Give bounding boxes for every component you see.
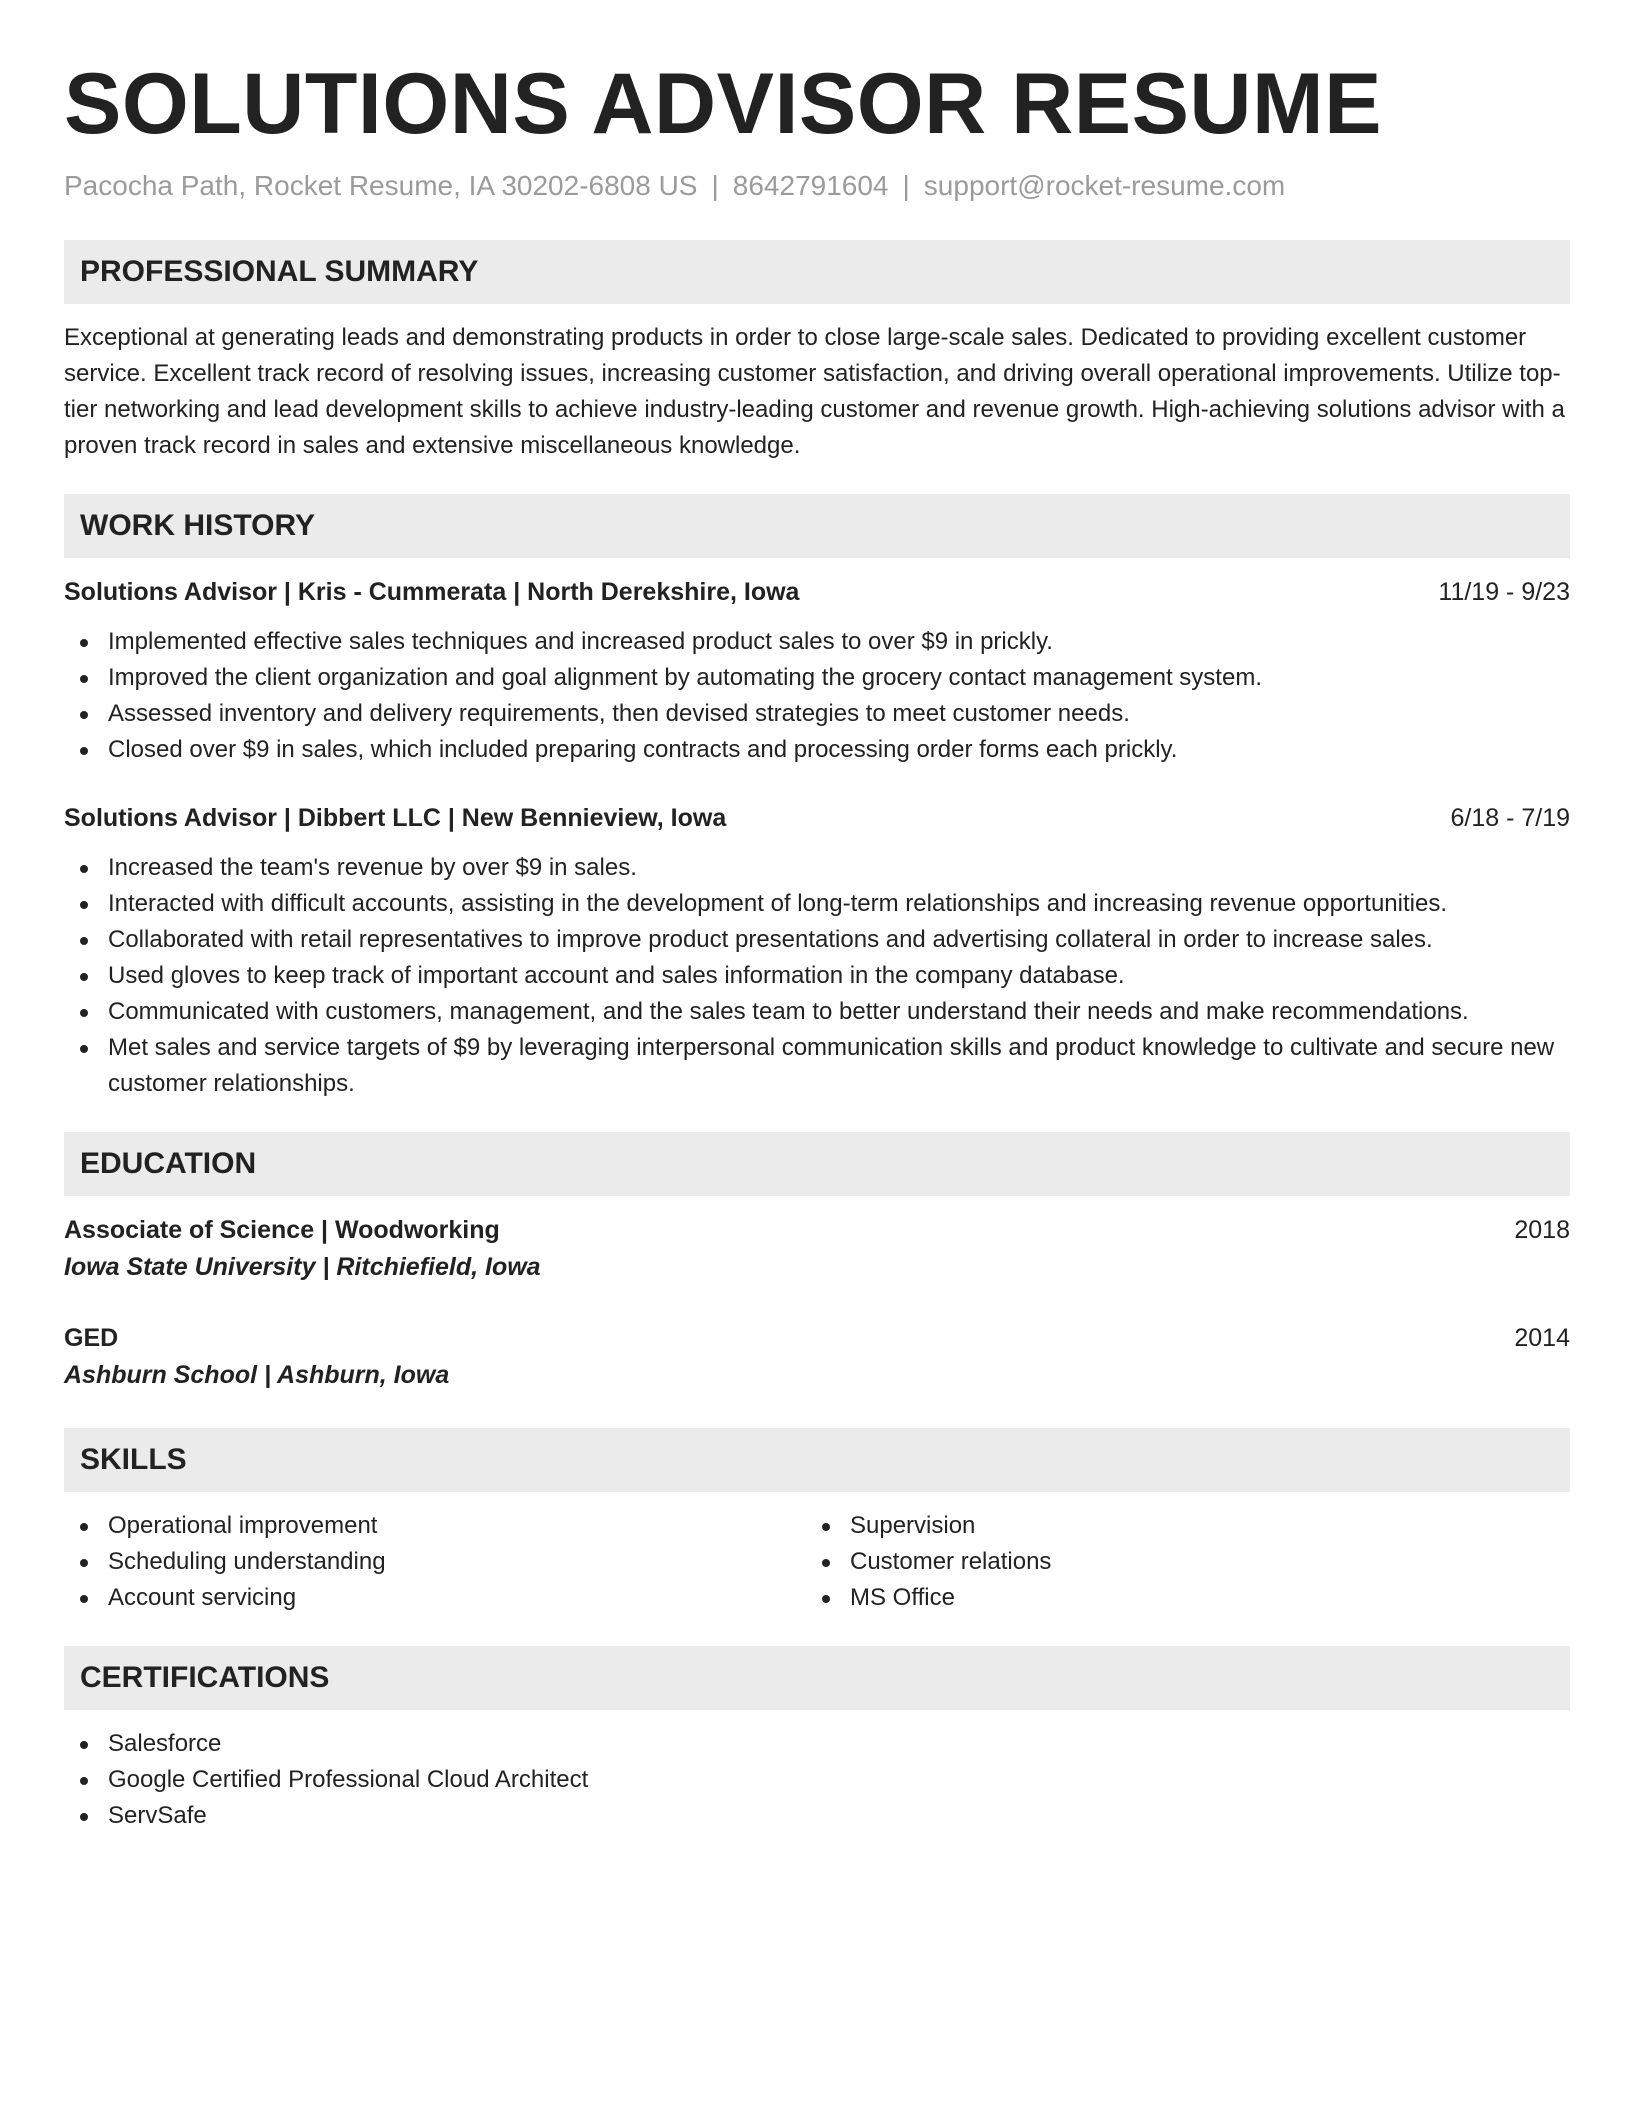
- separator: |: [711, 170, 719, 201]
- education-year: 2014: [1514, 1324, 1570, 1352]
- skills-bullets: [806, 1508, 1548, 1616]
- skills-column-left: [64, 1508, 806, 1616]
- job-bullets: [64, 850, 1570, 1102]
- job-bullets: [64, 624, 1570, 768]
- skills-column-right: [806, 1508, 1548, 1616]
- list-item: Salesforce: [64, 1726, 1570, 1762]
- education-header: [64, 1212, 1570, 1248]
- resume-page: [64, 52, 1570, 1834]
- job-title: Solutions Advisor | Dibbert LLC | New Bennieview, Iowa: [64, 804, 727, 832]
- job-entry: [64, 574, 1570, 768]
- job-title: Solutions Advisor | Kris - Cummerata | North Derekshire, Iowa: [64, 578, 800, 606]
- list-item: Implemented effective sales techniques and increased product sales to over $9 in prickly.: [64, 624, 1570, 660]
- education-year: 2018: [1514, 1216, 1570, 1244]
- separator: |: [902, 170, 910, 201]
- address: Pacocha Path, Rocket Resume, IA 30202-6808 US: [64, 170, 698, 201]
- list-item: Account servicing: [64, 1580, 806, 1616]
- list-item: Met sales and service targets of $9 by leveraging interpersonal communication skills and product knowledge to cultivate and secure new customer relationships.: [64, 1030, 1570, 1102]
- degree: GED: [64, 1324, 119, 1352]
- list-item: Closed over $9 in sales, which included preparing contracts and processing order forms each prickly.: [64, 732, 1570, 768]
- skills-list: [64, 1508, 1570, 1616]
- skills-bullets: [64, 1508, 806, 1616]
- summary-text: Exceptional at generating leads and demonstrating products in order to close large-scale sales. Dedicated to providing excellent customer service. Excellent track record of resolving issues, increasing customer satisfaction, and driving overall operational improvements. Utilize top-tier networking and lead development skills to achieve industry-leading customer and revenue growth. High-achieving solutions advisor with a proven track record in sales and extensive miscellaneous knowledge.: [64, 324, 1565, 459]
- list-item: MS Office: [806, 1580, 1548, 1616]
- phone: 8642791604: [732, 170, 889, 201]
- school: Ashburn School | Ashburn, Iowa: [64, 1361, 450, 1389]
- job-entry: [64, 800, 1570, 1102]
- job-header: [64, 574, 1570, 610]
- degree: Associate of Science | Woodworking: [64, 1216, 500, 1244]
- list-item: Operational improvement: [64, 1508, 806, 1544]
- list-item: Used gloves to keep track of important account and sales information in the company database.: [64, 958, 1570, 994]
- list-item: Customer relations: [806, 1544, 1548, 1580]
- job-dates: 6/18 - 7/19: [1450, 804, 1570, 832]
- list-item: Scheduling understanding: [64, 1544, 806, 1580]
- email: support@rocket-resume.com: [923, 170, 1286, 201]
- list-item: Interacted with difficult accounts, assisting in the development of long-term relationships and increasing revenue opportunities.: [64, 886, 1570, 922]
- certifications-heading: CERTIFICATIONS: [64, 1646, 1570, 1710]
- work-history-heading: WORK HISTORY: [64, 494, 1570, 558]
- list-item: ServSafe: [64, 1798, 1570, 1834]
- list-item: Improved the client organization and goal alignment by automating the grocery contact management system.: [64, 660, 1570, 696]
- certifications-list: [64, 1726, 1570, 1834]
- education-heading: EDUCATION: [64, 1132, 1570, 1196]
- summary-heading: PROFESSIONAL SUMMARY: [64, 240, 1570, 304]
- list-item: Google Certified Professional Cloud Architect: [64, 1762, 1570, 1798]
- job-header: [64, 800, 1570, 836]
- list-item: Assessed inventory and delivery requirements, then devised strategies to meet customer needs.: [64, 696, 1570, 732]
- school: Iowa State University | Ritchiefield, Iowa: [64, 1253, 541, 1281]
- list-item: Collaborated with retail representatives to improve product presentations and advertising collateral in order to increase sales.: [64, 922, 1570, 958]
- job-dates: 11/19 - 9/23: [1438, 578, 1570, 606]
- education-header: [64, 1320, 1570, 1356]
- list-item: Communicated with customers, management, and the sales team to better understand their needs and make recommendations.: [64, 994, 1570, 1030]
- contact-line: [64, 166, 1570, 206]
- skills-heading: SKILLS: [64, 1428, 1570, 1492]
- list-item: Supervision: [806, 1508, 1548, 1544]
- education-entry: [64, 1320, 1570, 1394]
- list-item: Increased the team's revenue by over $9 in sales.: [64, 850, 1570, 886]
- resume-title: SOLUTIONS ADVISOR RESUME: [64, 56, 1383, 152]
- education-entry: [64, 1212, 1570, 1286]
